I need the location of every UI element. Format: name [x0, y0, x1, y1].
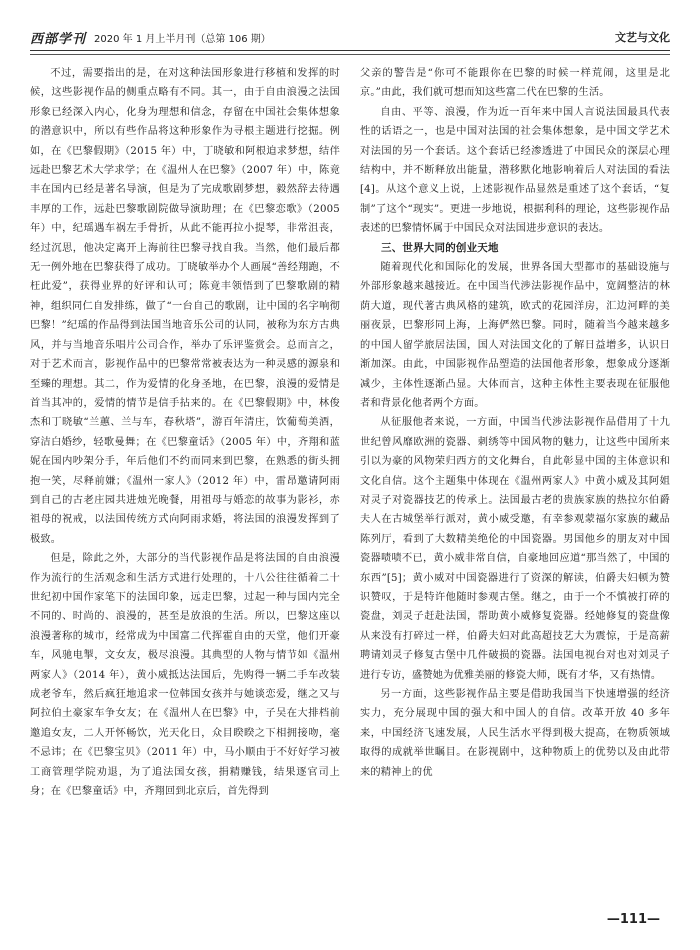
section-heading: 三、世界大同的创业天地	[381, 241, 499, 254]
body-paragraph: 从征服他者来说，一方面，中国当代涉法影视作品借用了十九世纪曾风靡欧洲的瓷器、刺绣等中国风物的魅力，让这些中国所来引以为豪的风物荣归西方的文化舞台，自此彰显中国的主体意识和文化自信。这个主题集中体现在《温州两家人》中黄小威及其阿姐对灵子对瓷器技艺的传承上。法国最古老的贵族家族的热拉尔伯爵夫人在古城堡举行派对，黄小威受邀，有幸参观蒙福尔家族的藏品陈列厅，看到了大数精美绝伦的中国瓷器。男国他乡的朋友对中国瓷器啧啧不已，黄小威非常自信，自豪地回应道“那当然了，中国的东西”[5]；黄小威对中国瓷器进行了资深的解读，伯爵夫妇顿为赞识赞叹，于是特许他随时参观古堡。继之，由于一个不慎被打碎的瓷盘，刘灵子赶赴法国，帮助黄小威修复瓷器。经她修复的瓷盘像从来没有打碎过一样，伯爵夫妇对此高超技艺大为震惊，于是高薪聘请刘灵子修复古堡中几件破损的瓷器。法国电视台对也对刘灵子进行专访，盛赞她为优雅美丽的修瓷大师，既有才华，又有热情。	[360, 417, 670, 681]
body-paragraph: 另一方面，这些影视作品主要是借助我国当下快速增强的经济实力，充分展现中国的强大和中国人的自信。改革开放 40 多年来，中国经济飞速发展，人民生活水平得到极大提高，在物质领域取得的成就举世瞩目。在影视剧中，这种物质上的优势以及由此带来的精神上的优	[360, 689, 670, 778]
header-left	[30, 28, 271, 47]
issue-info: 2020 年 1 月上半月刊（总第 106 期）	[94, 33, 271, 45]
body-paragraph: 不过，需要指出的是，在对这种法国形象进行移植和发挥的时候，这些影视作品的侧重点略有不同。其一，由于自由浪漫之法国形象已经深入内心，化身为理想和信念，存留在中国社会集体想象的潜意识中，所以有些作品将这种形象作为寻根主题进行挖掘。例如，在《巴黎假期》（2015 年）中，丁晓敏和阿根迫求梦想，结伴远赴巴黎艺术大学求学；在《温州人在巴黎》（2007 年）中，陈竟丰在国内已经是著名导演，但是为了完成歌剧梦想，毅然辞去待遇丰厚的工作，远赴巴黎歌剧院做导演助理；在《巴黎恋歌》（2005 年）中，纪瑶遇车祸左手骨折，从此不能再拉小提琴，非常沮丧，经过沉思，他决定离开上海前往巴黎寻找自我。当然，他们最后都无一例外地在巴黎获得了成功。丁晓敏举办个人画展“善经翔跑，不枉此爱”，获得业界的好评和认可；陈竟丰领悟到了巴黎歌剧的精神，组织同仁自发排练，做了“一台自己的歌剧，让中国的名字响彻巴黎！”纪瑶的作品得到法国当地音乐公司的认同，被称为东方古典风，并与当地音乐唱片公司合作，举办了乐评鉴赏会。总而言之，对于艺术而言，影视作品中的巴黎常常被表达为一种灵感的源泉和至臻的理想。其二，作为爱情的化身圣地，在巴黎，浪漫的爱情是首当其冲的，爱情的情节是信手拈来的。在《巴黎假期》中，林俊杰和丁晓敏“兰蕙、兰与车，春秋塔”，游百年清庄，饮葡萄美酒，穿洁白婚纱，轻歌曼舞；在《巴黎童话》（2005 年）中，齐翔和蓝妮在国内吵架分手，年后他们不约而同来到巴黎，在熟悉的街头拥抱一笑，尽释前嫌；《温州一家人》（2012 年）中，雷昂邀请阿雨到自己的古老庄园共进烛光晚餐，用祖母与婚恋的故事为影衫，赤祖母的祝戒，以法国传统方式向阿雨求婚，将法国的浪漫发挥到了极致。	[30, 68, 340, 545]
header-rule-top	[30, 50, 670, 51]
journal-logo: 西部学刊	[30, 31, 87, 47]
page-number: —111—	[606, 912, 660, 927]
section-title: 文艺与文化	[615, 31, 670, 44]
body-paragraph: 但是，除此之外，大部分的当代影视作品是将法国的自由浪漫作为流行的生活观念和生活方式进行处理的，十八公往往循着二十世纪初中国作家笔下的法国印象，远走巴黎，过起一种与国内完全不同的、时尚的、浪漫的，甚至是放浪的生活。所以，巴黎这座以浪漫著称的城市，经常成为中国富二代挥霍自由的天堂，他们开豪车，风驰电掣，文女友，极尽浪漫。其典型的人物与情节如《温州两家人》（2014 年），黄小威抵达法国后，先购得一辆二手车改装成老爷车，然后疯狂地追求一位韩国女孩并与她谈恋爱，继之又与阿拉伯土豪家车争女友；在《温州人在巴黎》中，子吴在大排档前邀追女友，二人开怀畅饮，光天化日，众目睽睽之下相拥接吻，毫不忌讳；在《巴黎宝贝》（2011 年）中，马小顺由于不好好学习被工商管理学院劝退，为了追法国女孩，捐精赚钱，结果逐官司上身；在《巴黎童话》中，齐翔回到北京后，首先得到	[30, 553, 340, 798]
header-rule-bottom	[30, 54, 670, 55]
body-paragraph: 自由、平等、浪漫，作为近一百年来中国人言说法国最具代表性的话语之一，也是中国对法国的社会集体想象，是中国文学艺术对法国的另一个套话。这个套话已经渗透进了中国民众的深层心理结构中，并不断释放出能量，潜移默化地影响着后人对法国的看法[4]。从这个意义上说，上述影视作品显然是重述了这个套话，“复制”了这个“现实”。更进一步地说，根据利科的理论，这些影视作品表述的巴黎情怀属于中国民众对法国进步意识的表达。	[360, 106, 670, 235]
right-column	[360, 64, 670, 904]
page-header	[30, 26, 670, 48]
body-paragraph: 随着现代化和国际化的发展，世界各国大型都市的基础设施与外部形象越来越接近。在中国当代涉法影视作品中，宽阔整洁的林荫大道，现代著古典风格的建筑，欧式的花园洋房，汇边河畔的美丽夜景，巴黎形同上海，上海俨然巴黎。同时，随着当今越来越多的中国人留学旅居法国，国人对法国文化的了解日益增多，认识日渐加深。由此，中国影视作品塑造的法国他者形象，想象成分逐渐减少，主体性逐渐凸显。大体而言，这种主体性主要表现在征服他者和背景化他者两个方面。	[360, 262, 670, 409]
left-column	[30, 64, 340, 904]
body-paragraph: 父亲的警告是“你可不能跟你在巴黎的时候一样荒闹，这里是北京。”由此，我们就可想而知这些富二代在巴黎的生活。	[360, 68, 670, 99]
